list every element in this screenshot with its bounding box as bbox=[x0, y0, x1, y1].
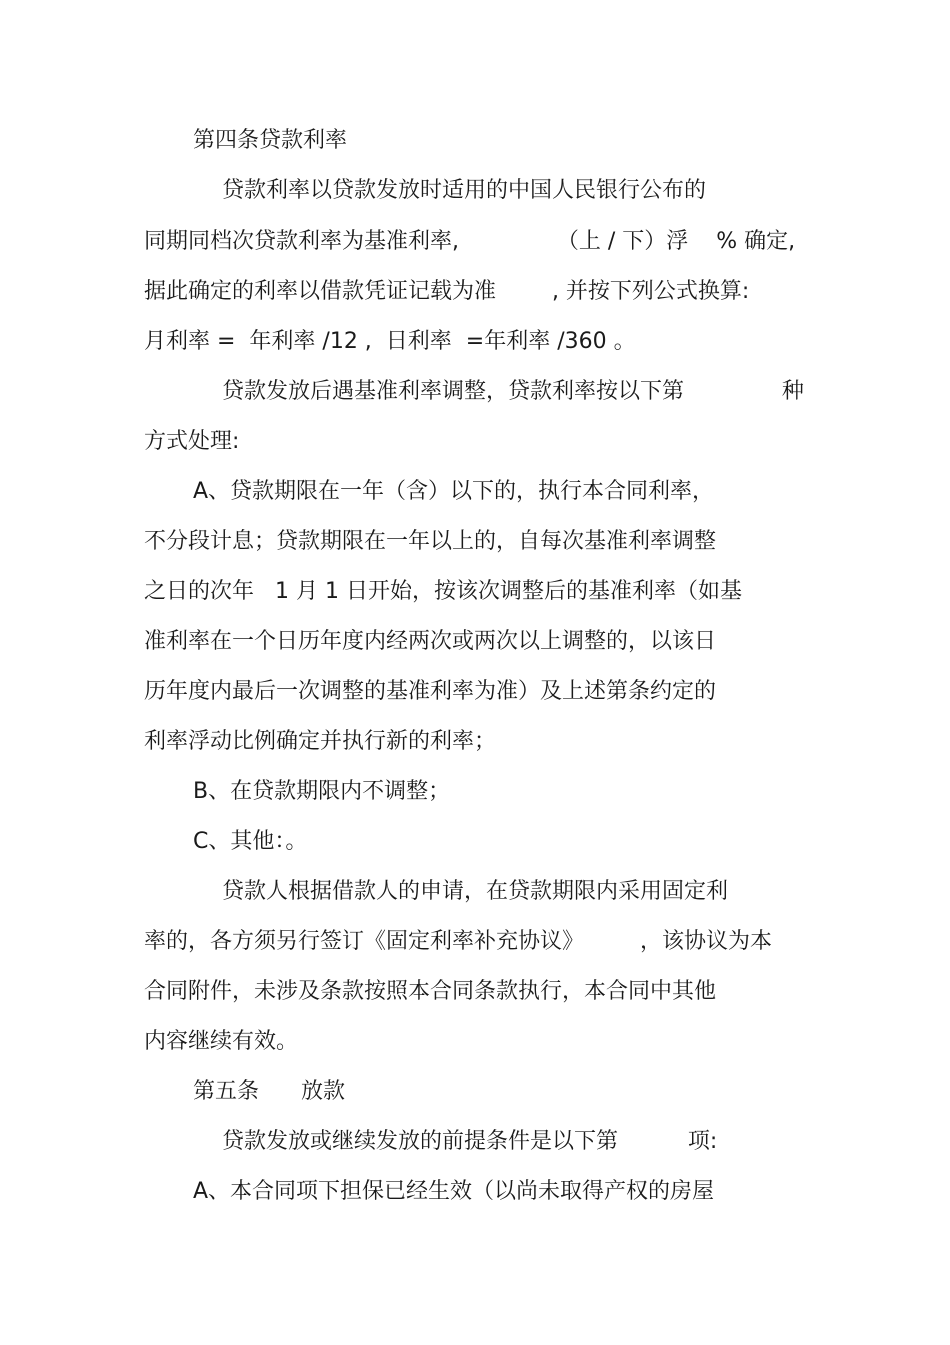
paragraph-line: 贷款发放后遇基准利率调整，贷款利率按以下第 种 bbox=[222, 379, 804, 404]
paragraph-line: 内容继续有效。 bbox=[144, 1029, 299, 1054]
paragraph-line: 之日的次年 1 月 1 日开始，按该次调整后的基准利率（如基 bbox=[144, 579, 742, 604]
paragraph-line: 同期同档次贷款利率为基准利率, （上 / 下）浮 % 确定, bbox=[144, 229, 796, 254]
option-c-line: C、其他：。 bbox=[193, 829, 308, 854]
paragraph-line: 贷款人根据借款人的申请，在贷款期限内采用固定利 bbox=[222, 879, 729, 904]
article-five-heading: 第五条 放款 bbox=[193, 1079, 345, 1104]
option-b-line: B、在贷款期限内不调整； bbox=[193, 779, 451, 804]
paragraph-line: 不分段计息；贷款期限在一年以上的，自每次基准利率调整 bbox=[144, 529, 717, 554]
paragraph-line: 据此确定的利率以借款凭证记载为准 , 并按下列公式换算: bbox=[144, 279, 750, 304]
paragraph-line: 准利率在一个日历年度内经两次或两次以上调整的，以该日 bbox=[144, 629, 717, 654]
option-a-line: A、贷款期限在一年（含）以下的，执行本合同利率， bbox=[193, 479, 715, 504]
paragraph-line: 合同附件，未涉及条款按照本合同条款执行，本合同中其他 bbox=[144, 979, 717, 1004]
paragraph-line: 率的，各方须另行签订《固定利率补充协议》 ，该协议为本 bbox=[144, 929, 772, 954]
paragraph-line: 历年度内最后一次调整的基准利率为准）及上述第条约定的 bbox=[144, 679, 717, 704]
paragraph-line: 贷款利率以贷款发放时适用的中国人民银行公布的 bbox=[222, 178, 707, 203]
paragraph-line: 贷款发放或继续发放的前提条件是以下第 项: bbox=[222, 1129, 718, 1154]
option-a-line: A、本合同项下担保已经生效（以尚未取得产权的房屋 bbox=[193, 1179, 715, 1204]
paragraph-line: 方式处理: bbox=[144, 429, 240, 454]
article-four-heading: 第四条贷款利率 bbox=[193, 128, 348, 153]
paragraph-line: 利率浮动比例确定并执行新的利率； bbox=[144, 729, 497, 754]
formula-line: 月利率 = 年利率 /12 , 日利率 =年利率 /360 。 bbox=[144, 329, 636, 354]
